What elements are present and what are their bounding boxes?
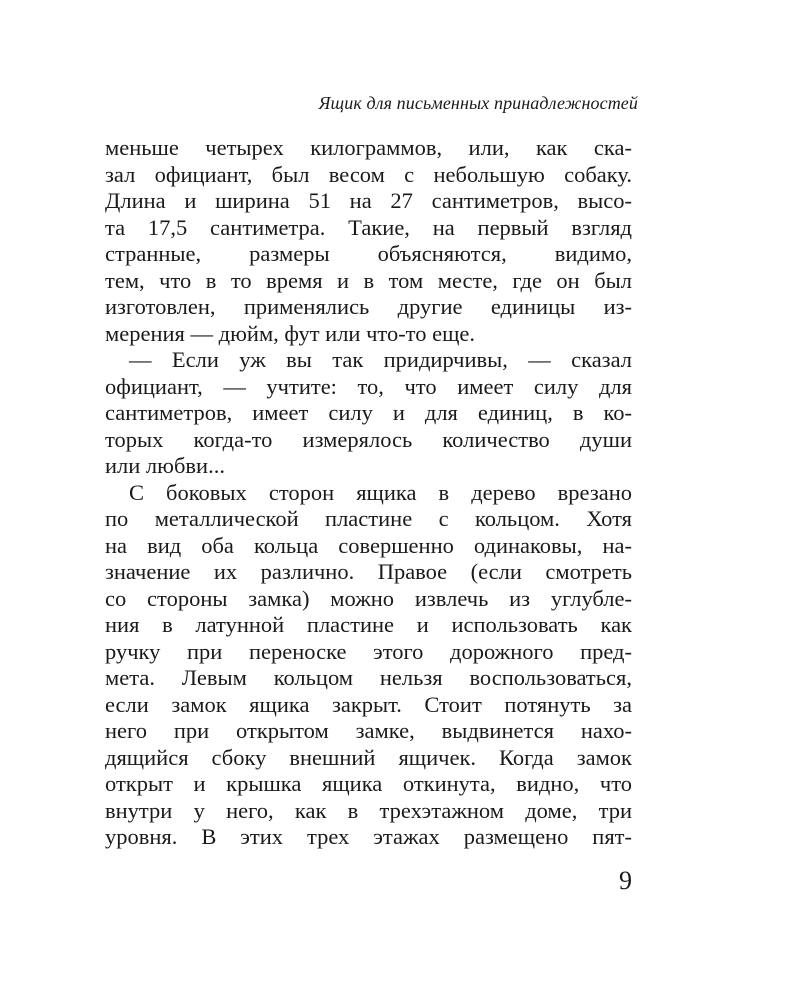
text-line: С боковых сторон ящика в дерево врезано [129, 479, 632, 505]
text-line: официант, — учтите: то, что имеет силу для [105, 373, 632, 399]
text-line: изготовлен, применялись другие единицы из- [105, 294, 632, 319]
text-line: или любви... [105, 453, 225, 478]
text-line: меньше четырех килограммов, или, как ска- [105, 135, 632, 160]
text-line: ния в латунной пластине и использовать как [105, 612, 632, 637]
text-line: дящийся сбоку внешний ящичек. Когда замок [105, 744, 632, 770]
text-line: уровня. В этих трех этажах размещено пят- [105, 824, 632, 849]
text-line: та 17,5 сантиметра. Такие, на первый взгляд [105, 214, 632, 240]
text-line: мета. Левым кольцом нельзя воспользоваться, [105, 665, 632, 690]
running-head: Ящик для письменных принадлежностей [318, 93, 638, 113]
text-line: торых когда-то измерялось количество души [105, 426, 632, 452]
text-line: ручку при переноске этого дорожного пред- [105, 638, 632, 664]
text-line: внутри у него, как в трехэтажном доме, три [105, 797, 632, 823]
text-line: странные, размеры объясняются, видимо, [105, 241, 632, 266]
text-line: на вид оба кольца совершенно одинаковы, на- [105, 532, 632, 558]
text-line: мерения — дюйм, фут или что-то еще. [105, 320, 476, 346]
text-line: Длина и ширина 51 на 27 сантиметров, высо- [105, 188, 632, 213]
text-line: — Если уж вы так придирчивы, — сказал [129, 347, 632, 372]
text-line: него при открытом замке, выдвинется нахо- [105, 718, 632, 743]
text-line: открыт и крышка ящика откинута, видно, что [105, 771, 632, 796]
text-line: по металлической пластине с кольцом. Хотя [105, 506, 632, 531]
text-line: со стороны замка) можно извлечь из углубле- [105, 585, 632, 611]
text-line: тем, что в то время и в том месте, где он был [105, 267, 632, 293]
text-line: если замок ящика закрыт. Стоит потянуть за [105, 691, 632, 717]
body-text [105, 135, 632, 851]
text-line: сантиметров, имеет силу и для единиц, в ко- [105, 400, 632, 425]
text-line: зал официант, был весом с небольшую собаку. [105, 161, 632, 187]
text-line: значение их различно. Правое (если смотреть [105, 559, 632, 584]
page-number: 9 [619, 866, 632, 895]
